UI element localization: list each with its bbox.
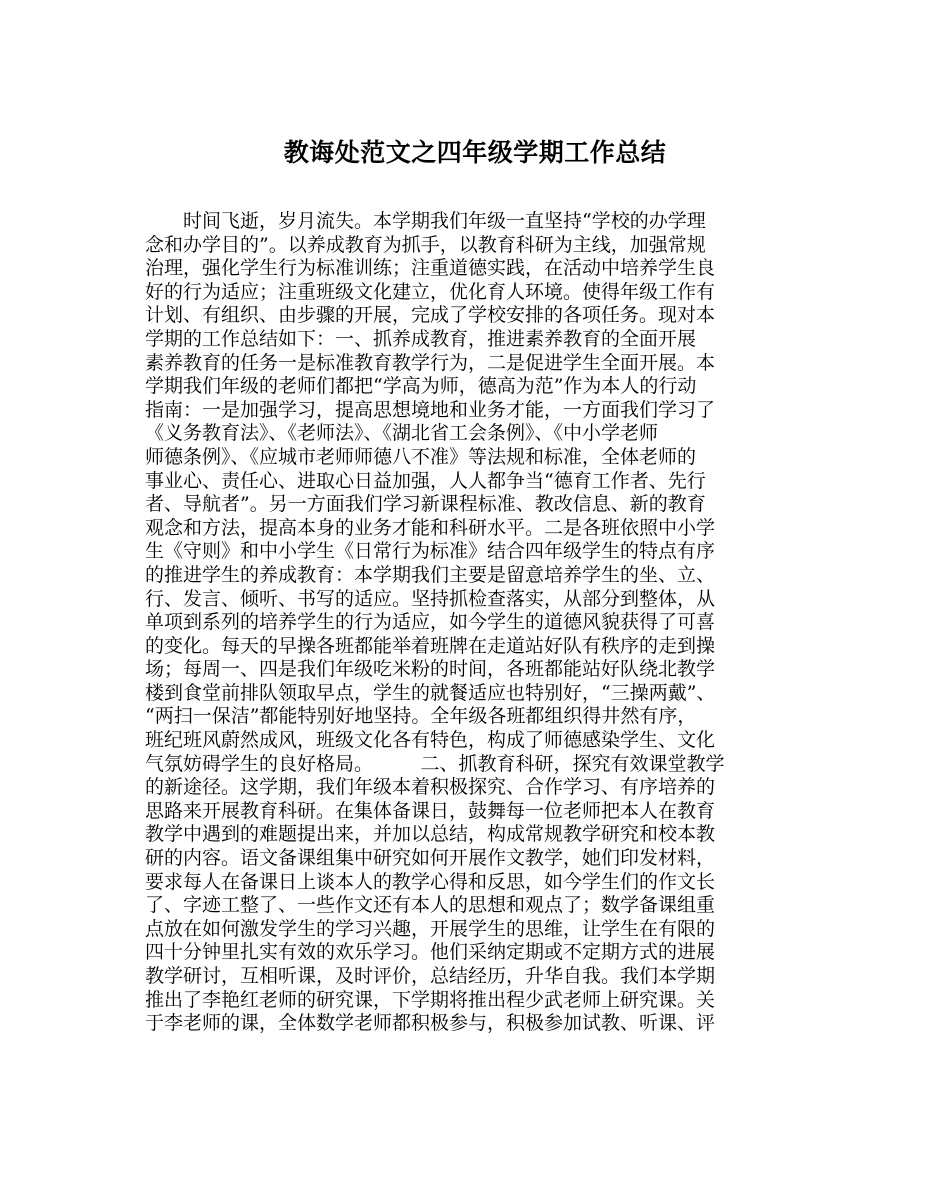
paragraph-line: 的新途径。这学期，我们年级本着积极探究、合作学习、有序培养的 — [145, 776, 716, 799]
paragraph-line: 点放在如何激发学生的学习兴趣，开展学生的思维，让学生在有限的 — [145, 917, 716, 940]
paragraph-line: 研的内容。语文备课组集中研究如何开展作文教学，她们印发材料， — [145, 847, 716, 870]
paragraph-line: “两扫一保洁”都能特别好地坚持。全年级各班都组织得井然有序， — [145, 705, 697, 728]
paragraph-line: 气氛妨碍学生的良好格局。 二、抓教育科研，探究有效课堂教学 — [145, 752, 725, 775]
paragraph-line: 教学中遇到的难题提出来，并加以总结，构成常规教学研究和校本教 — [145, 823, 716, 846]
paragraph-line: 治理，强化学生行为标准训练；注重道德实践，在活动中培养学生良 — [145, 257, 716, 280]
paragraph-line: 教学研讨，互相听课，及时评价，总结经历，升华自我。我们本学期 — [145, 965, 716, 987]
paragraph-line: 了、字迹工整了、一些作文还有本人的思想和观点了；数学备课组重 — [145, 894, 716, 917]
paragraph-line: 的推进学生的养成教育：本学期我们主要是留意培养学生的坐、立、 — [145, 563, 716, 586]
paragraph-line: 场；每周一、四是我们年级吃米粉的时间，各班都能站好队绕北教学 — [145, 658, 716, 681]
paragraph-line: 于李老师的课，全体数学老师都积极参与，积极参加试教、听课、评 — [145, 1012, 716, 1035]
paragraph-line: 四十分钟里扎实有效的欢乐学习。他们采纳定期或不定期方式的进展 — [145, 941, 716, 964]
paragraph-line: 楼到食堂前排队领取早点，学生的就餐适应也特别好，“三操两戴”、 — [145, 681, 716, 704]
paragraph-line: 素养教育的任务一是标准教育教学行为，二是促进学生全面开展。本 — [145, 351, 716, 374]
paragraph-line: 思路来开展教育科研。在集体备课日，鼓舞每一位老师把本人在教育 — [145, 799, 716, 822]
paragraph-line: 计划、有组织、由步骤的开展，完成了学校安排的各项任务。现对本 — [145, 304, 716, 327]
paragraph-line: 推出了李艳红老师的研究课，下学期将推出程少武老师上研究课。关 — [145, 988, 716, 1011]
paragraph-line: 生《守则》和中小学生《日常行为标准》结合四年级学生的特点有序 — [145, 540, 716, 563]
paragraph-line: 好的行为适应；注重班级文化建立，优化育人环境。使得年级工作有 — [145, 280, 716, 303]
paragraph-line: 师德条例》、《应城市老师师德八不准》等法规和标准，全体老师的 — [145, 445, 697, 468]
paragraph-line: 念和办学目的”。以养成教育为抓手，以教育科研为主线，加强常规 — [145, 233, 706, 256]
paragraph-line: 班纪班风蔚然成风，班级文化各有特色，构成了师德感染学生、文化 — [145, 729, 716, 752]
paragraph-line: 指南：一是加强学习，提高思想境地和业务才能，一方面我们学习了 — [145, 398, 716, 421]
paragraph-line: 单项到系列的培养学生的行为适应，如今学生的道德风貌获得了可喜 — [145, 611, 716, 634]
document-body — [145, 210, 815, 1036]
document-title: 教诲处范文之四年级学期工作总结 — [283, 138, 667, 167]
paragraph-line: 行、发言、倾听、书写的适应。坚持抓检查落实，从部分到整体，从 — [145, 587, 716, 610]
paragraph-line: 要求每人在备课日上谈本人的教学心得和反思，如今学生们的作文长 — [145, 870, 716, 893]
paragraph-line: 学期我们年级的老师们都把“学高为师，德高为范”作为本人的行动 — [145, 375, 697, 398]
paragraph-line: 《义务教育法》、《老师法》、《湖北省工会条例》、《中小学老师 — [145, 422, 659, 445]
paragraph-line: 的变化。每天的早操各班都能举着班牌在走道站好队有秩序的走到操 — [145, 634, 716, 657]
paragraph-line: 时间飞逝，岁月流失。本学期我们年级一直坚持“学校的办学理 — [183, 210, 706, 232]
paragraph-line: 观念和方法，提高本身的业务才能和科研水平。二是各班依照中小学 — [145, 516, 716, 539]
paragraph-line: 者、导航者”。另一方面我们学习新课程标准、教改信息、新的教育 — [145, 493, 706, 516]
paragraph-line: 事业心、责任心、进取心日益加强，人人都争当“德育工作者、先行 — [145, 469, 706, 492]
paragraph-line: 学期的工作总结如下：一、抓养成教育，推进素养教育的全面开展 — [145, 327, 697, 350]
